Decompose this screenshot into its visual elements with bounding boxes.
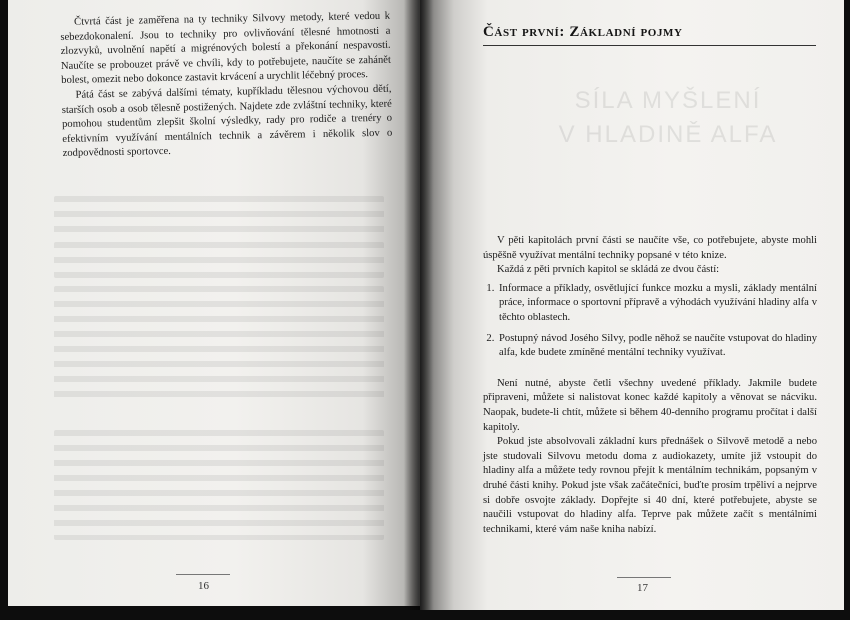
left-page-text xyxy=(60,10,393,162)
left-paragraph-2: Pátá část se zabývá dalšími tématy, kupříkladu tělesnou výchovou dětí, starších osob a osob tělesně postižených. Najdete zde zvláštní techniky, které pomohou studentům zlepšit školní výsledky, rady pro rodiče a trenéry o efektivním využívání mentálních technik a závěrem i několik slov o zodpovědnosti sportovce. xyxy=(61,83,393,160)
left-page xyxy=(8,0,420,606)
page-number-right: 17 xyxy=(637,582,648,594)
intro-paragraph: V pěti kapitolách první části se naučíte vše, co potřebujete, abyste mohli úspěšně využívat mentální techniky popsané v této knize. xyxy=(483,235,817,261)
right-page-text xyxy=(483,234,817,537)
parts-list xyxy=(483,282,817,361)
page-number-rule xyxy=(176,574,230,575)
list-item: 2. Postupný návod Josého Silvy, podle něhož se naučíte vstupovat do hladiny alfa, kde budete zmíněné mentální techniky využívat. xyxy=(497,332,817,361)
list-item: 1. Informace a příklady, osvětlující funkce mozku a mysli, základy mentální práce, informace o sportovní přípravě a výhodách využívání hladiny alfa v těchto oblastech. xyxy=(497,282,817,326)
left-paragraph-1: Čtvrtá část je zaměřena na ty techniky Silvovy metody, které vedou k sebezdokonalení. Jsou to techniky pro ovlivňování tělesné hmotnosti a zlozvyků, uvolnění napětí a migrénových bolestí a překonání nespavosti. Naučíte se probouzet právě ve chvíli, kdy to potřebujete, naučíte se zahánět bolest, omezit nebo dokonce zastavit krvácení a urychlit léčebný proces. xyxy=(60,10,392,87)
body-paragraph-3: Není nutné, abyste četli všechny uvedené příklady. Jakmile budete připraveni, můžete si nalistovat konec každé kapitoly a věnovat se nácviku. Naopak, budete-li chtít, můžete si během 40-denního programu pročítat i další kapitoly. xyxy=(483,377,817,433)
page-number-rule xyxy=(617,577,671,578)
page-number-left: 16 xyxy=(198,580,209,592)
section-heading: Část první: Základní pojmy xyxy=(483,24,683,40)
heading-rule xyxy=(483,45,816,46)
body-paragraph-4: Pokud jste absolvovali základní kurs přednášek o Silvově metodě a nebo jste studovali Silvovu metodu doma z audiokazety, umíte již vstoupit do hladiny alfa a můžete tedy rovnou přejít k mentálním technikám, popsaným v druhé části knihy. Pokud jste však začátečníci, buďte prosím trpěliví a nejprve si dobře osvojte základy. Dopřejte si 40 dní, které potřebujete, abyste se naučili vstupovat do hladiny alfa. Teprve pak můžete začít s mentálními technikami, které vám naše kniha nabízí. xyxy=(483,436,817,535)
lead-paragraph: Každá z pěti prvních kapitol se skládá ze dvou částí: xyxy=(497,264,720,276)
book-gutter xyxy=(404,0,434,610)
bleed-through-title: SÍLA MYŠLENÍ V HLADINĚ ALFA xyxy=(558,87,778,148)
